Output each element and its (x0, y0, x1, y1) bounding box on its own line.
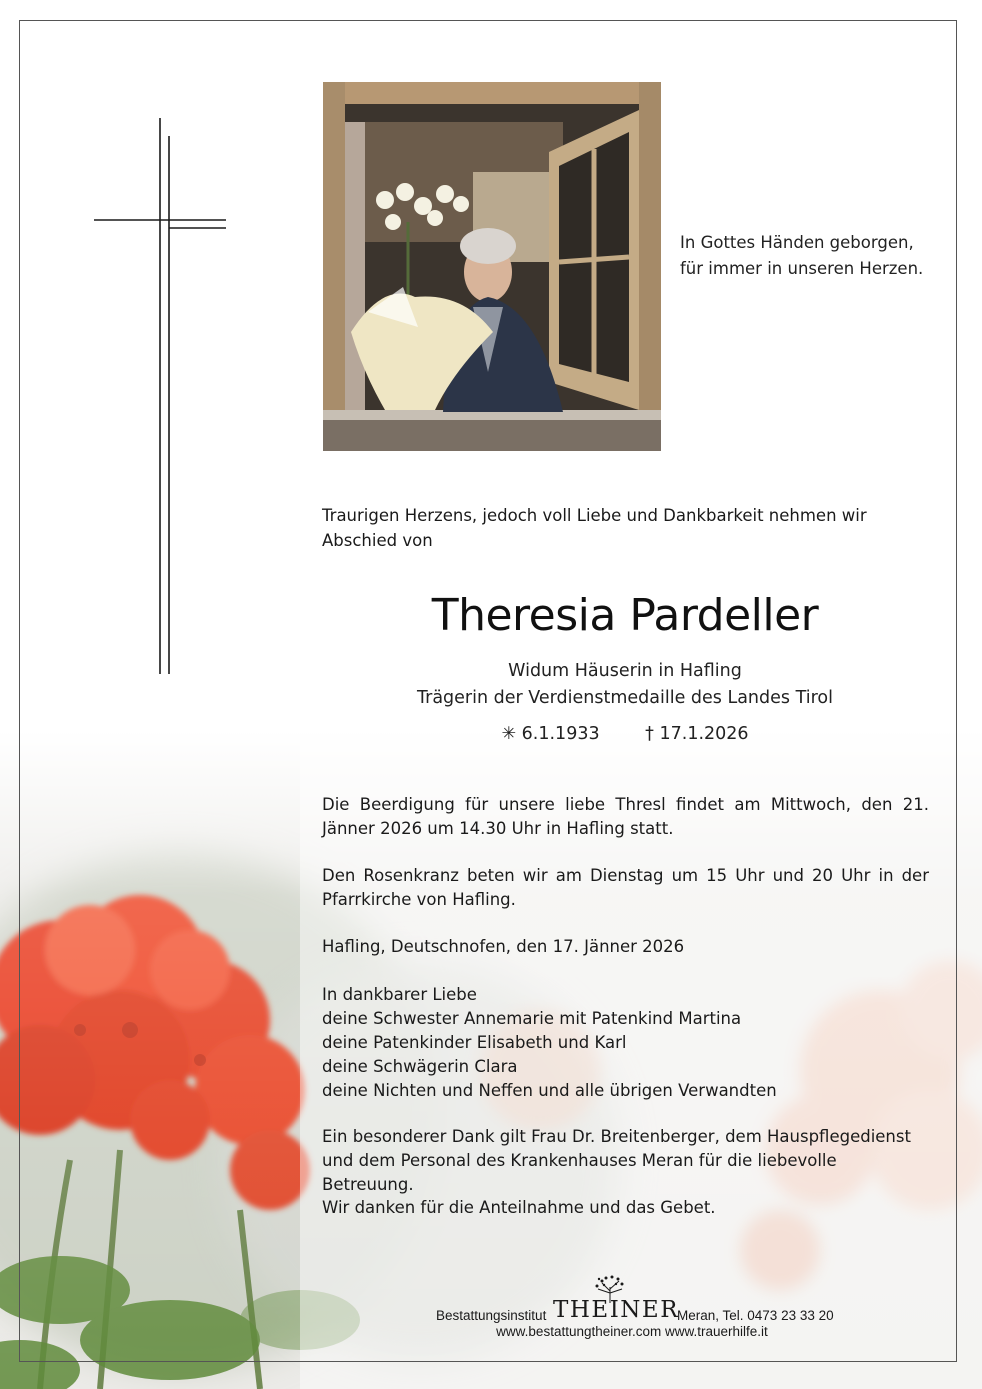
mourners-line: deine Patenkinder Elisabeth und Karl (322, 1033, 627, 1052)
closing-line: Wir danken für die Anteilnahme und das Gebet. (322, 1198, 716, 1217)
footer-contact: Meran, Tel. 0473 23 33 20 (677, 1308, 834, 1323)
footer-brand: THEINER (553, 1297, 680, 1323)
portrait-photo (323, 82, 661, 451)
mourners-line: deine Nichten und Neffen und alle übrigen Verwandten (322, 1081, 777, 1100)
quote (680, 230, 940, 282)
cross-icon (94, 118, 228, 678)
intro-text: Traurigen Herzens, jedoch voll Liebe und Dankbarkeit nehmen wir Abschied von (322, 506, 867, 550)
place-date: Hafling, Deutschnofen, den 17. Jänner 2026 (322, 937, 685, 956)
quote-line-1: In Gottes Händen geborgen, (680, 233, 914, 252)
mourners-line: In dankbarer Liebe (322, 985, 477, 1004)
mourners-line: deine Schwägerin Clara (322, 1057, 518, 1076)
deceased-subtitle-1: Widum Häuserin in Hafling (508, 661, 742, 681)
rosary-paragraph: Den Rosenkranz beten wir am Dienstag um 15 Uhr und 20 Uhr in der Pfarrkirche von Hafling. (322, 866, 929, 909)
deceased-subtitle-2: Trägerin der Verdienstmedaille des Landes Tirol (417, 688, 833, 708)
mourners-line: deine Schwester Annemarie mit Patenkind Martina (322, 1009, 742, 1028)
birth-date: ✳ 6.1.1933 (501, 724, 600, 744)
life-dates (322, 724, 928, 744)
deceased-name: Theresia Pardeller (431, 590, 819, 641)
footer-websites: www.bestattungtheiner.com www.trauerhilfe.it (496, 1324, 768, 1339)
quote-line-2: für immer in unseren Herzen. (680, 259, 924, 278)
footer-institute: Bestattungsinstitut (436, 1308, 547, 1323)
mourners-list (322, 983, 929, 1103)
thanks-paragraph: Ein besonderer Dank gilt Frau Dr. Breitenberger, dem Hauspflegedienst und dem Personal des Krankenhauses Meran für die liebevolle Betreuung. (322, 1127, 911, 1194)
funeral-home-footer (380, 1275, 880, 1339)
death-date: † 17.1.2026 (645, 724, 749, 744)
funeral-paragraph: Die Beerdigung für unsere liebe Thresl findet am Mittwoch, den 21. Jänner 2026 um 14.30 Uhr in Hafling statt. (322, 795, 929, 838)
